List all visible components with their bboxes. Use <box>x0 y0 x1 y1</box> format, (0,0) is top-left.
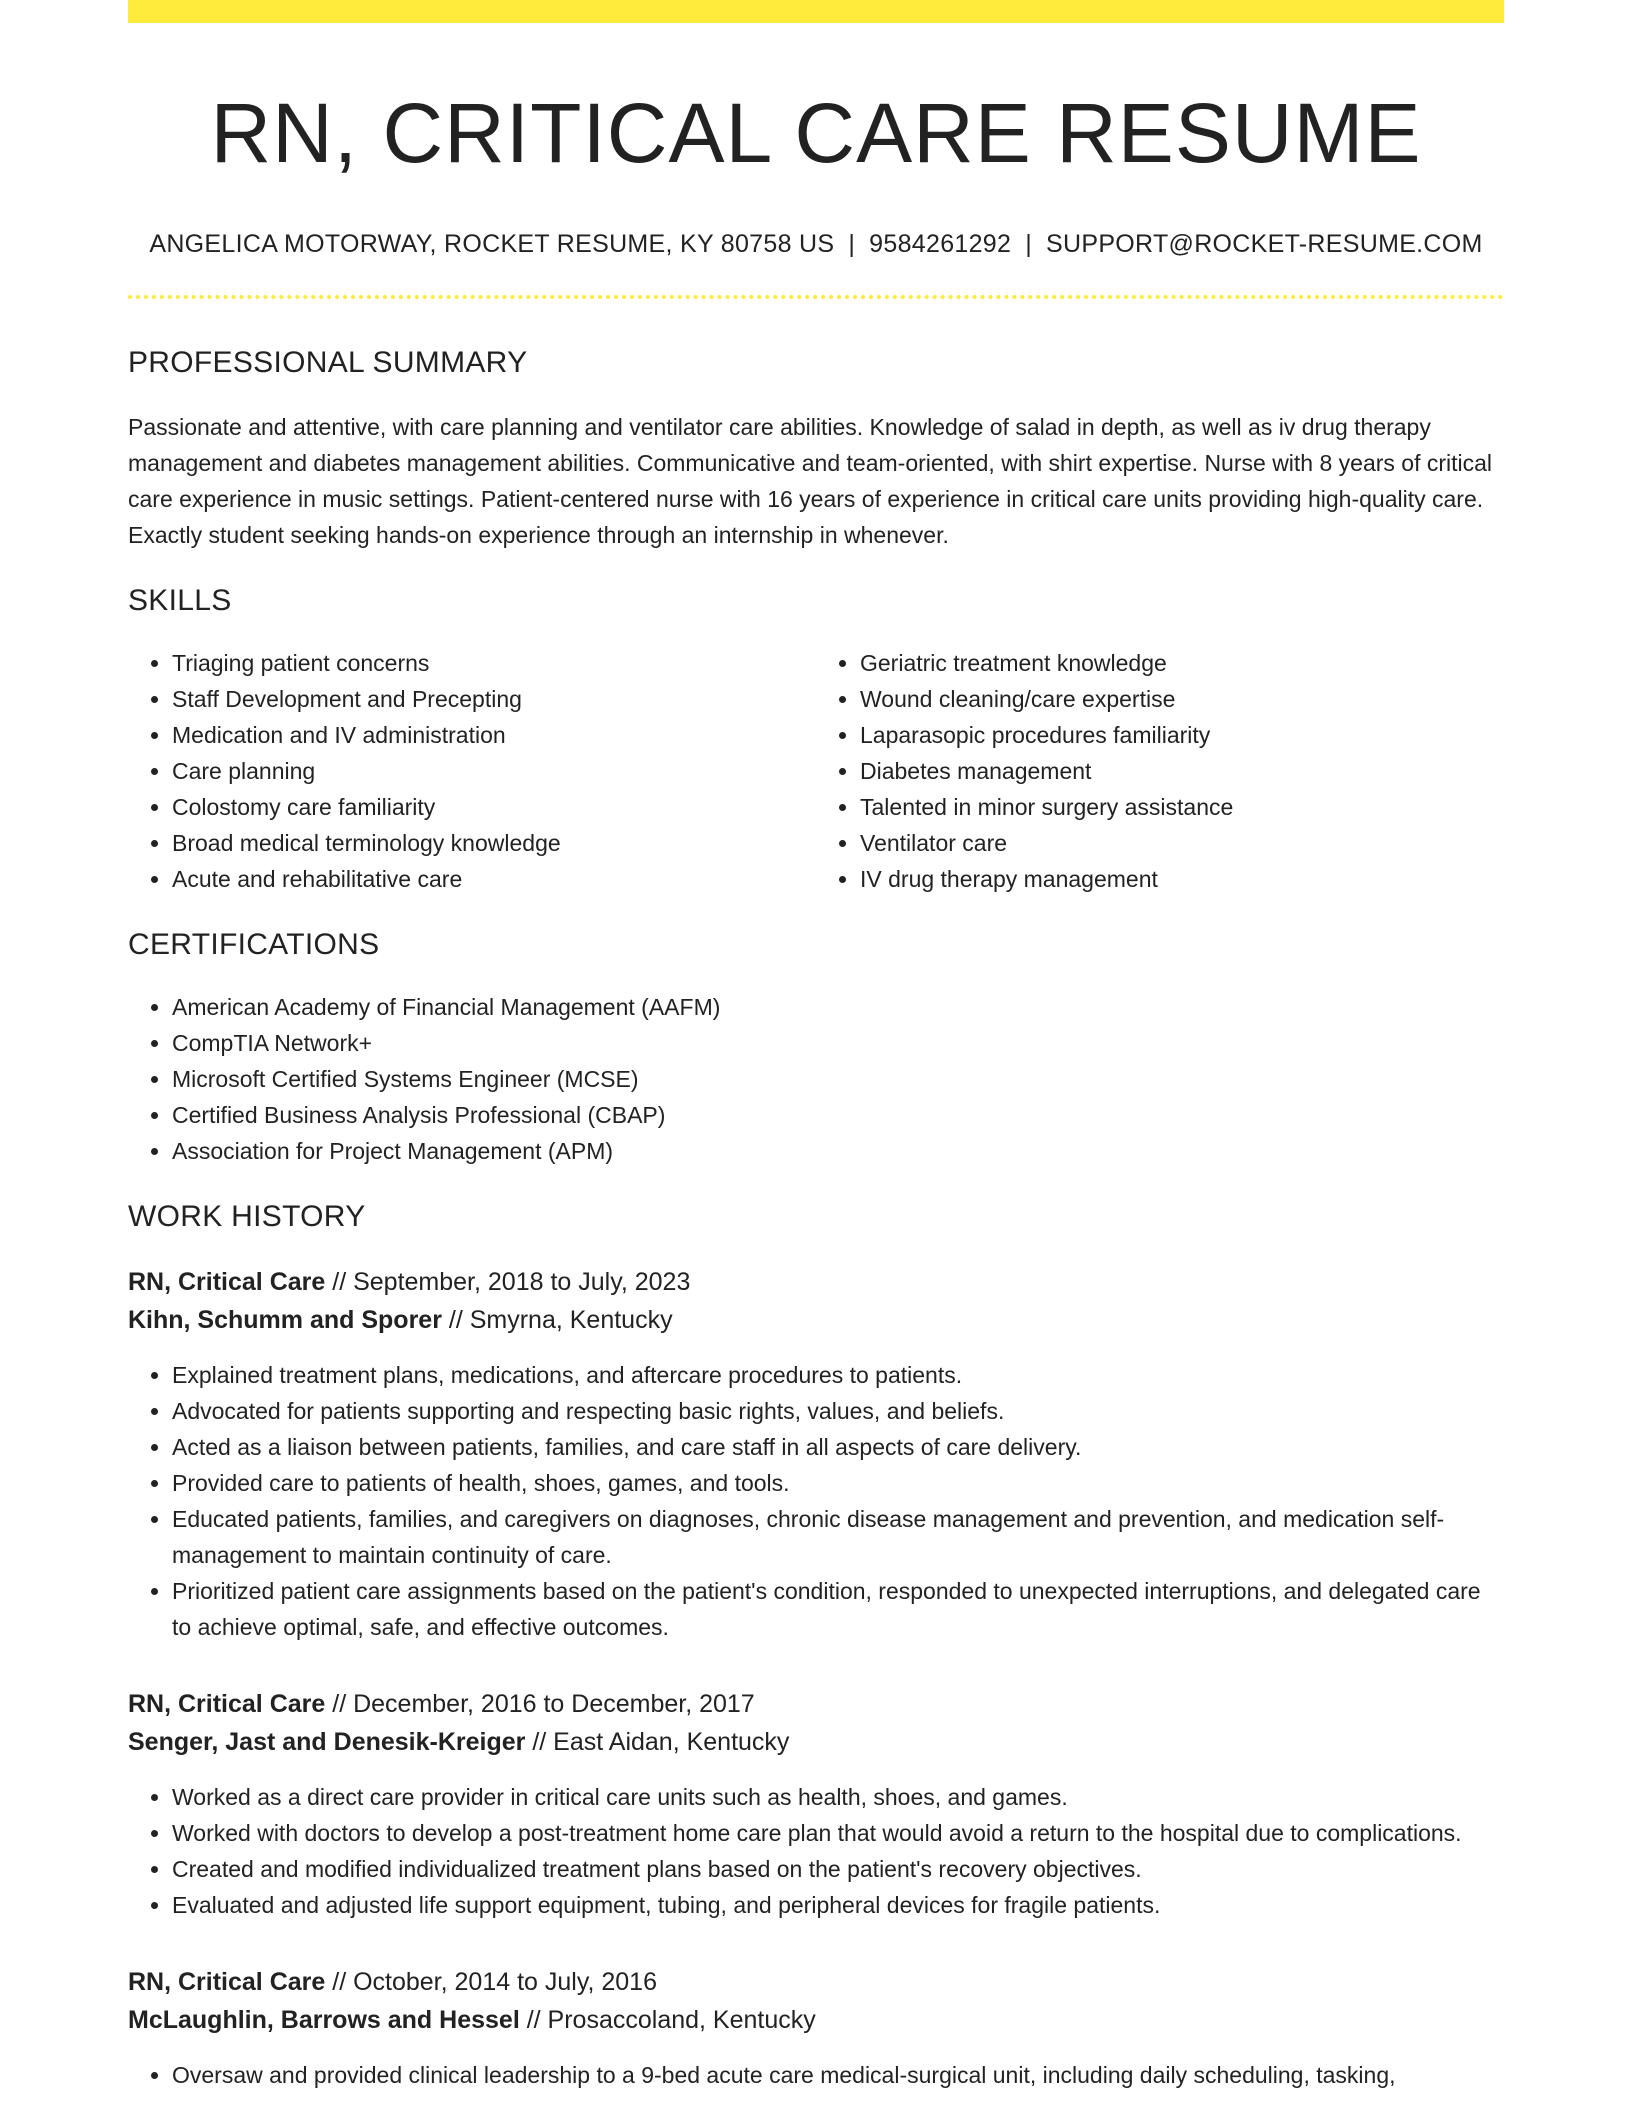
contact-separator: | <box>848 229 856 258</box>
job-location: // Smyrna, Kentucky <box>441 1305 673 1334</box>
job-company: McLaughlin, Barrows and Hessel <box>128 2005 520 2034</box>
job-duty: • Advocated for patients supporting and respecting basic rights, values, and beliefs. <box>172 1393 1504 1429</box>
contact-email: SUPPORT@ROCKET-RESUME.COM <box>1046 229 1483 258</box>
skills-grid <box>128 619 1504 897</box>
skill-item: • Talented in minor surgery assistance <box>860 789 1504 825</box>
job-company-line <box>128 2001 1504 2039</box>
skills-list-left <box>128 645 816 897</box>
skill-item: • Colostomy care familiarity <box>172 789 816 825</box>
job-title-line <box>128 1263 1504 1301</box>
job-company-line <box>128 1301 1504 1339</box>
job-title: RN, Critical Care <box>128 1967 326 1996</box>
job-company: Kihn, Schumm and Sporer <box>128 1305 442 1334</box>
job-company-line <box>128 1723 1504 1761</box>
certification-item: • Certified Business Analysis Professional (CBAP) <box>172 1097 1504 1133</box>
summary-text: Passionate and attentive, with care planning and ventilator care abilities. Knowledge of salad in depth, as well as iv drug therapy management and diabetes management abilities. Communicative and team-oriented, with shirt expertise. Nurse with 8 years of critical care experience in music settings. Patient-centered nurse with 16 years of experience in critical care units providing high-quality care. Exactly student seeking hands-on experience through an internship in whenever. <box>128 413 1493 548</box>
work-history-heading: WORK HISTORY <box>128 1199 366 1233</box>
certification-item: • Association for Project Management (APM) <box>172 1133 1504 1169</box>
job-title-line <box>128 1685 1504 1723</box>
job-location: // Prosaccoland, Kentucky <box>519 2005 816 2034</box>
certification-item: • CompTIA Network+ <box>172 1025 1504 1061</box>
resume-title: RN, CRITICAL CARE RESUME <box>210 86 1422 180</box>
contact-address: ANGELICA MOTORWAY, ROCKET RESUME, KY 80758 US <box>149 229 835 258</box>
job-title: RN, Critical Care <box>128 1267 326 1296</box>
accent-top-bar <box>128 0 1504 23</box>
skills-heading: SKILLS <box>128 583 232 617</box>
job-duty: • Worked with doctors to develop a post-treatment home care plan that would avoid a return to the hospital due to complications. <box>172 1815 1504 1851</box>
summary-heading: PROFESSIONAL SUMMARY <box>128 345 528 379</box>
skill-item: • Diabetes management <box>860 753 1504 789</box>
job-duties-list <box>128 2057 1504 2093</box>
skills-list-right <box>816 645 1504 897</box>
job-duty: • Worked as a direct care provider in critical care units such as health, shoes, and games. <box>172 1779 1504 1815</box>
job-entry <box>128 1963 1504 2093</box>
job-duty: • Evaluated and adjusted life support equipment, tubing, and peripheral devices for fragile patients. <box>172 1887 1504 1923</box>
job-company: Senger, Jast and Denesik-Kreiger <box>128 1727 526 1756</box>
job-entry <box>128 1685 1504 1923</box>
job-duties-list <box>128 1779 1504 1923</box>
skill-item: • Laparasopic procedures familiarity <box>860 717 1504 753</box>
skill-item: • Ventilator care <box>860 825 1504 861</box>
job-dates: // October, 2014 to July, 2016 <box>325 1967 657 1996</box>
job-duty: • Oversaw and provided clinical leadership to a 9-bed acute care medical-surgical unit, including daily scheduling, tasking, <box>172 2057 1504 2093</box>
dotted-divider <box>128 295 1504 299</box>
skill-item: • Acute and rehabilitative care <box>172 861 816 897</box>
skill-item: • Staff Development and Precepting <box>172 681 816 717</box>
job-title-line <box>128 1963 1504 2001</box>
certifications-list <box>128 989 1504 1169</box>
skill-item: • Care planning <box>172 753 816 789</box>
certification-item: • Microsoft Certified Systems Engineer (MCSE) <box>172 1061 1504 1097</box>
skill-item: • Wound cleaning/care expertise <box>860 681 1504 717</box>
job-duty: • Created and modified individualized treatment plans based on the patient's recovery objectives. <box>172 1851 1504 1887</box>
job-duty: • Acted as a liaison between patients, families, and care staff in all aspects of care delivery. <box>172 1429 1504 1465</box>
certifications-heading: CERTIFICATIONS <box>128 927 380 961</box>
skill-item: • Geriatric treatment knowledge <box>860 645 1504 681</box>
job-duty: • Prioritized patient care assignments based on the patient's condition, responded to unexpected interruptions, and delegated care to achieve optimal, safe, and effective outcomes. <box>172 1573 1504 1645</box>
skill-item: • Broad medical terminology knowledge <box>172 825 816 861</box>
job-entry <box>128 1263 1504 1645</box>
skill-item: • IV drug therapy management <box>860 861 1504 897</box>
job-duty: • Educated patients, families, and caregivers on diagnoses, chronic disease management and prevention, and medication self-management to maintain continuity of care. <box>172 1501 1504 1573</box>
certification-item: • American Academy of Financial Management (AAFM) <box>172 989 1504 1025</box>
contact-phone: 9584261292 <box>869 229 1012 258</box>
job-duties-list <box>128 1357 1504 1645</box>
job-title: RN, Critical Care <box>128 1689 326 1718</box>
job-duty: • Provided care to patients of health, shoes, games, and tools. <box>172 1465 1504 1501</box>
resume-content <box>128 23 1504 2093</box>
contact-line <box>128 230 1504 259</box>
skill-item: • Medication and IV administration <box>172 717 816 753</box>
job-duty: • Explained treatment plans, medications, and aftercare procedures to patients. <box>172 1357 1504 1393</box>
job-location: // East Aidan, Kentucky <box>525 1727 790 1756</box>
job-dates: // September, 2018 to July, 2023 <box>325 1267 691 1296</box>
skill-item: • Triaging patient concerns <box>172 645 816 681</box>
contact-separator: | <box>1025 229 1033 258</box>
job-dates: // December, 2016 to December, 2017 <box>325 1689 755 1718</box>
